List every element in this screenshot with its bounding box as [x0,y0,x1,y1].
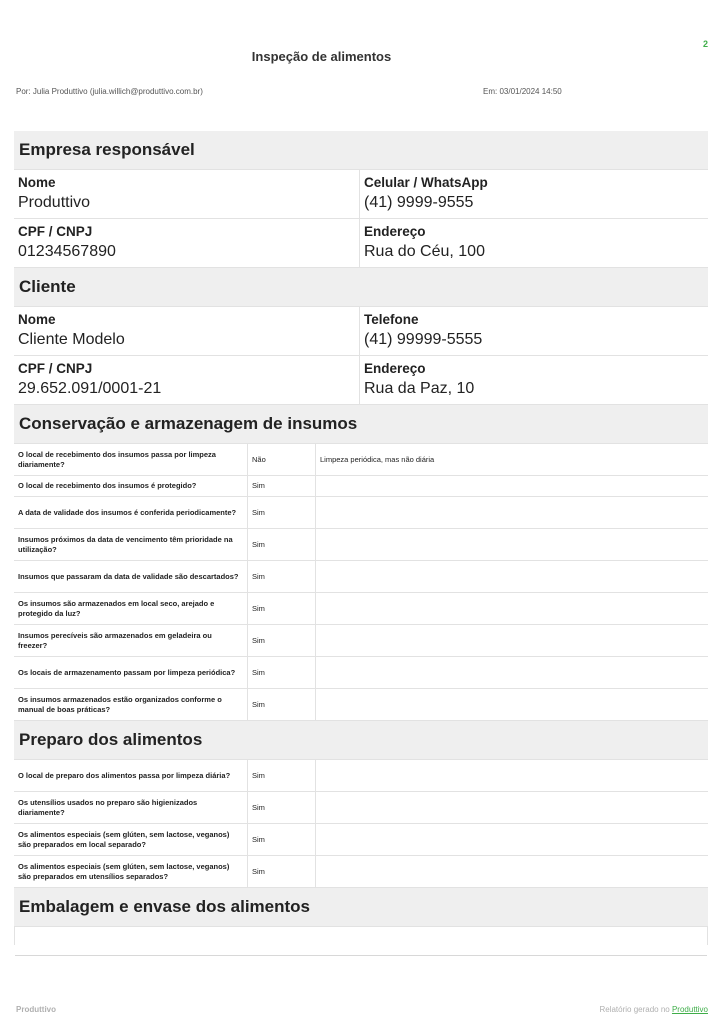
empresa-endereco-cell [359,219,708,267]
checklist-row [14,824,708,856]
observation-text [316,529,708,560]
question-text: A data de validade dos insumos é conferida periodicamente? [18,507,237,517]
answer-value: Sim [247,593,316,624]
checklist-row [14,792,708,824]
question-text: Insumos próximos da data de vencimento têm prioridade na utilização? [18,534,233,554]
report-date: Em: 03/01/2024 14:50 [483,87,562,96]
question-text: O local de preparo dos alimentos passa por limpeza diária? [18,770,231,780]
field-label: Nome [18,312,56,327]
question-text: Os insumos são armazenados em local seco, arejado e protegido da luz? [18,598,215,618]
empresa-celular-value: (41) 9999-9555 [364,194,474,211]
section-embalagem-heading: Embalagem e envase dos alimentos [14,888,708,927]
answer-value: Sim [247,625,316,656]
empty-section-body [14,927,708,945]
checklist-row [14,561,708,593]
footer-brand: Produttivo [16,1005,56,1014]
observation-text: Limpeza periódica, mas não diária [320,454,435,464]
question-text: Os insumos armazenados estão organizados conforme o manual de boas práticas? [18,694,222,714]
observation-text [316,824,708,855]
cliente-telefone-value: (41) 99999-5555 [364,331,483,348]
answer-value: Sim [247,856,316,887]
section-conservacao-heading: Conservação e armazenagem de insumos [14,405,708,444]
empresa-row-2 [14,219,708,268]
answer-value: Não [247,444,316,475]
checklist-row [14,497,708,529]
field-label: Endereço [364,224,426,239]
answer-value: Sim [247,561,316,592]
answer-value: Sim [247,760,316,791]
cliente-telefone-cell [359,307,708,355]
checklist-row [14,625,708,657]
empresa-celular-cell [359,170,708,218]
question-text: Os utensílios usados no preparo são higienizados diariamente? [18,797,198,817]
footer-generated [599,1005,708,1014]
empresa-row-1 [14,170,708,219]
observation-text [316,561,708,592]
question-text: Os alimentos especiais (sem glúten, sem lactose, veganos) são preparados em utensílios separados? [18,861,230,881]
field-label: CPF / CNPJ [18,224,93,239]
cliente-nome-value: Cliente Modelo [18,331,125,348]
cliente-cpf-cell [14,356,359,404]
checklist-row [14,529,708,561]
empresa-cpf-value: 01234567890 [18,243,116,260]
checklist-row [14,760,708,792]
question-text: O local de recebimento dos insumos é protegido? [18,481,197,490]
page-number: 2 [702,39,708,49]
cliente-row-1 [14,307,708,356]
answer-value: Sim [247,824,316,855]
observation-text [316,689,708,720]
checklist-row [14,444,708,476]
field-label: Nome [18,175,56,190]
cliente-nome-cell [14,307,359,355]
checklist-row [14,593,708,625]
question-text: Os locais de armazenamento passam por limpeza periódica? [18,667,236,677]
observation-text [316,760,708,791]
checklist-row [14,476,708,497]
author-info: Por: Julia Produttivo (julia.willich@produttivo.com.br) [16,87,203,96]
empresa-endereco-value: Rua do Céu, 100 [364,243,485,260]
observation-text [316,593,708,624]
section-preparo-heading: Preparo dos alimentos [14,721,708,760]
empresa-nome-cell [14,170,359,218]
observation-text [316,476,708,496]
observation-text [316,497,708,528]
field-label: Telefone [364,312,419,327]
question-text: Insumos perecíveis são armazenados em geladeira ou freezer? [18,630,212,650]
cliente-endereco-value: Rua da Paz, 10 [364,380,475,397]
observation-text [316,856,708,887]
footer-produttivo-link[interactable]: Produttivo [671,1005,708,1014]
observation-text [316,792,708,823]
footer-generated-prefix: Relatório gerado no [599,1005,670,1014]
report-content [14,131,708,945]
cliente-cpf-value: 29.652.091/0001-21 [18,380,162,397]
section-cliente-heading: Cliente [14,268,708,307]
section-empresa-heading: Empresa responsável [14,131,708,170]
answer-value: Sim [247,497,316,528]
checklist-row [14,856,708,888]
answer-value: Sim [247,529,316,560]
field-label: CPF / CNPJ [18,361,93,376]
question-text: Insumos que passaram da data de validade são descartados? [18,571,239,581]
page-title: Inspeção de alimentos [251,49,392,64]
observation-text [316,657,708,688]
cliente-endereco-cell [359,356,708,404]
checklist-row [14,689,708,721]
empresa-cpf-cell [14,219,359,267]
answer-value: Sim [247,476,316,496]
answer-value: Sim [247,657,316,688]
footer-divider [15,955,707,956]
checklist-row [14,657,708,689]
question-text: O local de recebimento dos insumos passa por limpeza diariamente? [18,449,216,469]
question-text: Os alimentos especiais (sem glúten, sem lactose, veganos) são preparados em local separado? [18,829,230,849]
answer-value: Sim [247,792,316,823]
answer-value: Sim [247,689,316,720]
field-label: Celular / WhatsApp [364,175,488,190]
empresa-nome-value: Produttivo [18,194,91,211]
cliente-row-2 [14,356,708,405]
field-label: Endereço [364,361,426,376]
observation-text [316,625,708,656]
